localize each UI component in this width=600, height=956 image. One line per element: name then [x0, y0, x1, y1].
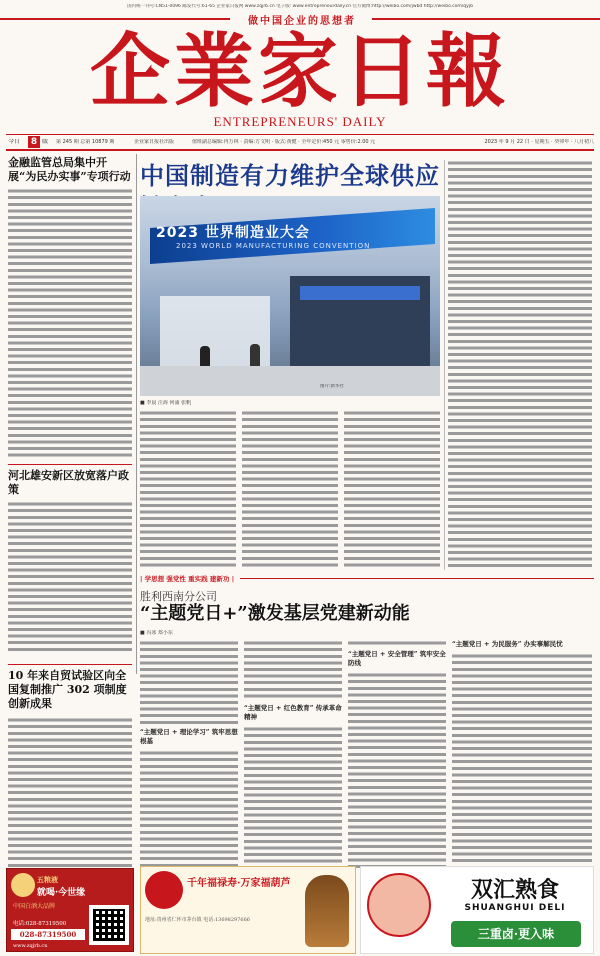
left-article-3[interactable] — [8, 664, 132, 867]
pig-mascot-icon — [367, 873, 431, 937]
dateline-top-rule — [6, 134, 594, 135]
convention-banner-title: 2023 世界制造业大会 — [156, 225, 310, 241]
left-article-3-body — [8, 717, 132, 867]
left-column-divider — [136, 154, 137, 674]
masthead-info-line: 国内统一刊号:CN51-0096 邮发代号:61-65 企业家日报网 www.zqjrb.cn 电子版: www.entrepreneurdaily.cn 官方微博:http://weibo.com/jwbd http://weibo.com/qyjb — [127, 4, 473, 9]
lead-right-divider — [444, 160, 445, 570]
liquor-url[interactable]: www.zqjrb.cn — [13, 943, 48, 949]
section-bar — [140, 574, 594, 584]
slogan-rule-right — [372, 18, 600, 20]
section-bar-label: | 学思想 强党性 重实践 建新功 | — [140, 574, 240, 583]
lead-headline[interactable]: 中国制造有力维护全球供应 — [140, 161, 440, 190]
gourd-seal-icon — [145, 871, 183, 909]
subhead-theory-study: “主题党日 + 理论学习” 筑牢思想根基 — [140, 728, 238, 745]
shuanghui-english: SHUANGHUI DELI — [464, 903, 566, 913]
convention-banner-english: 2023 WORLD MANUFACTURING CONVENTION — [176, 242, 371, 250]
gourd-liquor-ad[interactable] — [140, 866, 356, 954]
page-count: 8 — [28, 136, 40, 148]
publisher: 企业家日报社出版 — [134, 139, 175, 145]
lead-photo[interactable] — [140, 196, 440, 396]
left-article-2-body — [8, 501, 132, 651]
liquor-tagline: 中国白酒大品牌 — [13, 903, 56, 910]
liquor-brand: 五粮液 — [37, 875, 58, 884]
today-label: 今日 — [8, 139, 21, 145]
liquor-phone-label: 电话:028-87319500 — [13, 921, 67, 927]
dateline-bottom-rule — [6, 149, 594, 151]
newspaper-english-title: ENTREPRENEURS' DAILY — [213, 114, 387, 129]
slogan-rule-left — [0, 18, 230, 20]
liquor-ad[interactable] — [6, 868, 134, 952]
gourd-ad-detail: 地址:贵州省仁怀市茅台镇 电话:13698297666 — [145, 917, 250, 923]
lead-body-col-1 — [140, 410, 236, 570]
subhead-serving-people: “主题党日 + 为民服务” 办实事解民忧 — [452, 640, 563, 648]
liquor-logo-icon — [11, 873, 35, 897]
issue-date: 2023 年 9 月 22 日 · 星期五 · 癸卯年 · 八月初八 — [484, 139, 594, 145]
photo-credit: 图片:新华社 — [320, 384, 345, 389]
shuanghui-ad[interactable] — [360, 866, 594, 954]
lead-body-right-column — [448, 160, 592, 570]
second-story-col-4 — [452, 640, 592, 867]
issue-number: 第 245 期 总第 10879 期 — [56, 139, 115, 145]
subhead-safety-management: “主题党日 + 安全管理” 筑牢安全防线 — [348, 650, 446, 667]
liquor-product: 就喝·今世缘 — [37, 888, 86, 898]
newspaper-title: 企業家日報 — [90, 24, 510, 118]
left-article-2-headline[interactable]: 河北雄安新区放宽落户政策 — [8, 469, 129, 496]
left-article-1-body — [8, 188, 132, 458]
second-story-col-1 — [140, 640, 238, 870]
lead-body-col-2 — [242, 410, 338, 570]
shuanghui-brand: 双汇熟食 — [470, 877, 559, 903]
gourd-ad-title: 千年福禄寿·万家福葫芦 — [187, 878, 291, 889]
second-story-kicker: 胜利西南分公司 — [140, 590, 217, 603]
exhibit-screen — [300, 286, 420, 300]
exhibit-floor — [140, 366, 440, 396]
shuanghui-slogan: 三重卤·更入味 — [451, 921, 581, 947]
second-story-byline: ■ 冯冰 郑小东 — [140, 630, 173, 636]
subhead-red-education: “主题党日 + 红色教育” 传承革命精神 — [244, 704, 342, 721]
second-story-headline[interactable]: “主题党日+”激发基层党建新动能 — [140, 603, 410, 624]
left-article-1[interactable] — [8, 156, 132, 458]
left-article-3-headline[interactable]: 10 年来自贸试验区向全国复制推广 302 项制度创新成果 — [8, 669, 127, 710]
slogan: 做中国企业的思想者 — [248, 16, 356, 27]
second-story-col-3 — [348, 640, 446, 870]
editor-credits: 值班副总编辑:冉万林 · 责编:方文明 · 版式:黄健 · 全年定价:450 元 零售价:2.00 元 — [192, 139, 376, 145]
liquor-phone[interactable]: 028-87319500 — [11, 929, 85, 940]
gourd-bottle-icon — [305, 875, 349, 947]
lead-byline: ■ 李晨 汪海 何浦 张帆 — [140, 400, 192, 406]
lead-body-col-3 — [344, 410, 440, 570]
dateline-bar — [6, 136, 594, 148]
qr-code-icon — [89, 905, 129, 945]
left-article-2[interactable] — [8, 464, 132, 651]
left-article-1-headline[interactable]: 金融监管总局集中开展“为民办实事”专项行动 — [8, 156, 131, 183]
second-story-col-2 — [244, 640, 342, 870]
page-count-unit: 版 — [42, 139, 49, 145]
